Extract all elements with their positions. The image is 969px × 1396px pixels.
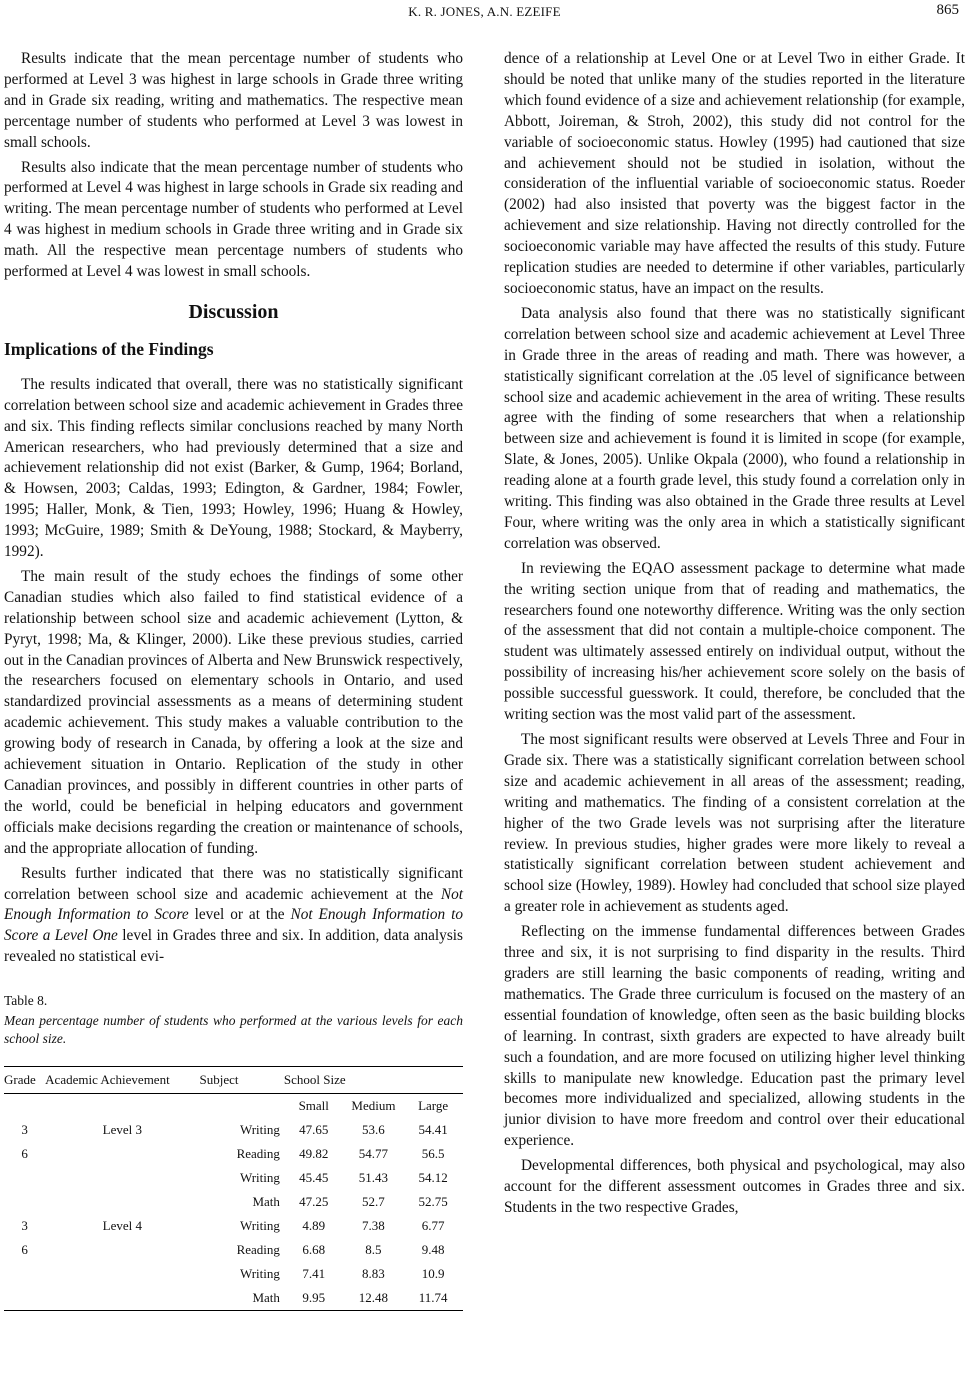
cell-medium: 12.48	[344, 1286, 404, 1311]
table-row	[4, 1166, 463, 1190]
cell-large: 11.74	[403, 1286, 463, 1311]
cell-small: 7.41	[302, 1265, 326, 1281]
size-subheader-row	[4, 1094, 463, 1119]
table-label: Table 8.	[4, 993, 48, 1009]
cell-large: 54.41	[418, 1121, 448, 1137]
cell-medium: 7.38	[362, 1217, 385, 1233]
paragraph-text: level or at the	[188, 906, 291, 924]
cell-subject: Writing	[239, 1121, 280, 1137]
cell-grade: 3	[21, 1217, 28, 1233]
paragraph: Developmental differences, both physical and psychological, may also account for the different assessment outcomes in Grades three and six. Students in the two respective Grades,	[504, 1157, 965, 1216]
paragraph: Results also indicate that the mean percentage number of students who performed at Level 4 was highest in large schools in Grade six reading and writing. The mean percentage number of students who performed at Level 4 was highest in medium schools in Grade three writing and in Grade six math. All the respective mean percentage numbers of students who performed at Level 4 was lowest in small schools.	[4, 158, 463, 281]
paragraph	[4, 864, 463, 969]
cell-level: Level 4	[102, 1217, 142, 1233]
cell-small: 4.89	[302, 1217, 326, 1233]
paragraph-text: level in Grades three and six. In addition, data analysis revealed no statistical evi-	[4, 927, 463, 966]
cell-small: 49.82	[299, 1145, 329, 1161]
table-row	[4, 1190, 463, 1214]
cell-subject: Writing	[239, 1217, 280, 1233]
table-row	[4, 1118, 463, 1142]
table-header-row	[4, 1067, 463, 1094]
cell-level	[45, 1142, 199, 1166]
paragraph: Reflecting on the immense fundamental differences between Grades three and six, it is not surprising to find disparity in the results. Third graders are still learning the basic components of reading, writing and mathematics. The Grade three curriculum is focused on the mastery of an essential foundation of knowledge, often seen as the basic building blocks of learning. In contrast, sixth graders are expected to have already built such a foundation, and are more focused on utilizing higher level thinking skills to manipulate new knowledge. Education past the primary level becomes more individualized and specialized, allowing students in the junior division to have more freedom and control over their educational experience.	[504, 923, 965, 1150]
cell-medium: 8.5	[365, 1241, 382, 1257]
cell-medium: 52.7	[362, 1193, 385, 1209]
cell-medium: 51.43	[358, 1169, 389, 1185]
cell-large: 10.9	[421, 1265, 445, 1281]
cell-subject: Math	[252, 1193, 280, 1209]
cell-grade	[4, 1286, 45, 1311]
header-school-size: School Size	[284, 1067, 463, 1094]
paragraph-text: Results further indicated that there was no statistically significant correlation between school size and academic achievement at the	[4, 864, 463, 903]
cell-grade	[4, 1190, 45, 1214]
page-number: 865	[936, 2, 959, 18]
paragraph: In reviewing the EQAO assessment package to determine what made the writing section unique from that of reading and mathematics, the researchers found one noteworthy difference. Writing was the only section of the assessment that did not contain a multiple-choice component. The student was ultimately assessed entirely on individual output, without the possibility of increasing his/her achievement score solely on the basis of possible successful guesswork. It could, therefore, be concluded that the writing section was the most valid part of the assessment.	[504, 559, 965, 724]
cell-subject: Reading	[236, 1241, 280, 1257]
cell-medium: 54.77	[358, 1145, 389, 1161]
cell-level	[45, 1190, 199, 1214]
cell-large: 56.5	[421, 1145, 445, 1161]
section-heading-discussion: Discussion	[188, 300, 279, 323]
cell-grade: 3	[21, 1121, 28, 1137]
cell-grade	[4, 1166, 45, 1190]
cell-level	[45, 1238, 199, 1262]
paragraph: Data analysis also found that there was no statistically significant correlation between school size and academic achievement at Level Three in Grade three in the areas of reading and math. There was however, a statistically significant correlation at the .05 level of significance between school size and academic achievement in the area of writing. These results agree with the finding of some researchers that when a relationship between size and achievement is found it is limited in scope (for example, Slate, & Jones, 2005). Unlike Okpala (2000), who found a relationship in reading alone at a fourth grade level, this study found a correlation only in writing. This finding was also obtained in the Grade three results at Level Four, where writing was the only area in which a statistically significant correlation was observed.	[504, 304, 965, 552]
cell-level	[45, 1262, 199, 1286]
cell-small: 47.65	[299, 1121, 329, 1137]
cell-small: 47.25	[299, 1193, 329, 1209]
cell-large: 6.77	[421, 1217, 445, 1233]
cell-small: 6.68	[302, 1241, 326, 1257]
results-table	[4, 1066, 463, 1311]
cell-small: 9.95	[284, 1286, 344, 1311]
header-medium: Medium	[351, 1097, 396, 1113]
cell-level: Level 3	[102, 1121, 142, 1137]
cell-level	[45, 1166, 199, 1190]
header-large: Large	[418, 1097, 449, 1113]
right-column	[504, 49, 965, 1219]
subsection-heading-implications: Implications of the Findings	[4, 338, 214, 359]
cell-grade	[4, 1262, 45, 1286]
cell-large: 9.48	[421, 1241, 445, 1257]
table-row	[4, 1262, 463, 1286]
cell-large: 54.12	[418, 1169, 448, 1185]
cell-subject: Writing	[239, 1265, 280, 1281]
paragraph: The main result of the study echoes the findings of some other Canadian studies which also failed to find statistical evidence of a relationship between school size and academic achievement (Lytton, & Pyryt, 1998; Ma, & Klinger, 2000). Like these previous studies, carried out in the Canadian provinces of Alberta and New Brunswick respectively, the researchers focused on elementary schools in Ontario, and used standardized provincial assessments as a means of determining student academic achievement. This study makes a valuable contribution to the growing body of research in Canada, by offering a look at the size and achievement situation in Ontario. Replication of the study in other Canadian provinces, and possibly in different countries in other parts of the world, could be beneficial in helping educators and government officials make decisions regarding the creation or maintenance of schools, and the appropriate allocation of funding.	[4, 567, 463, 857]
paragraph: The most significant results were observed at Levels Three and Four in Grade six. There was a statistically significant correlation between school size and academic achievement in all areas of the assessment; reading, writing and mathematics. The finding of a consistent correlation at the higher of the two Grade levels was not surprising after the literature review. In previous studies, higher grades were more likely to reveal a statistically significant correlation between student achievement and school size (Howley, 1989). Howley had concluded that school size played a greater role in achievement as students aged.	[504, 731, 965, 916]
header-subject: Subject	[200, 1067, 284, 1094]
header-academic-achievement: Academic Achievement	[45, 1067, 199, 1094]
cell-subject: Reading	[236, 1145, 280, 1161]
cell-medium: 53.6	[362, 1121, 385, 1137]
cell-subject: Math	[200, 1286, 284, 1311]
header-small: Small	[298, 1097, 329, 1113]
table-row	[4, 1238, 463, 1262]
cell-large: 52.75	[418, 1193, 448, 1209]
paragraph: Results indicate that the mean percentage number of students who performed at Level 3 was highest in large schools in Grade three writing and in Grade six reading, writing and mathematics. The respective mean percentage number of students who performed at Level 3 was lowest in small schools.	[4, 50, 463, 151]
cell-grade: 6	[21, 1241, 28, 1257]
table-caption: Mean percentage number of students who performed at the various levels for each school size.	[4, 1013, 463, 1047]
cell-grade: 6	[21, 1145, 28, 1161]
cell-subject: Writing	[239, 1169, 280, 1185]
table-row	[4, 1214, 463, 1238]
left-column	[4, 49, 463, 1311]
header-grade: Grade	[4, 1067, 45, 1094]
running-header-authors: K. R. JONES, A.N. EZEIFE	[408, 4, 561, 19]
cell-level	[45, 1286, 199, 1311]
table-row	[4, 1142, 463, 1166]
paragraph: The results indicated that overall, there was no statistically significant correlation between school size and academic achievement in Grades three and six. This finding reflects similar conclusions reached by many North American researchers, who had previously determined that a size and achievement relationship did not exist (Barker, & Gump, 1964; Borland, & Howsen, 2003; Caldas, 1993; Edington, & Gardner, 1984; Fowler, 1995; Haller, Monk, & Tien, 1993; Howley, 1996; Huang & Howley, 1993; McGuire, 1989; Smith & DeYoung, 1988; Stockard, & Mayberry, 1992).	[4, 375, 463, 561]
table-row	[4, 1286, 463, 1311]
italic-term: Not Enough Information to Score	[4, 885, 463, 924]
cell-medium: 8.83	[362, 1265, 385, 1281]
paragraph: dence of a relationship at Level One or at Level Two in either Grade. It should be noted that unlike many of the studies reported in the literature which found evidence of a size and achievement relationship (for example, Abbott, Joireman, & Stroh, 2002), this study did not control for the variable of socioeconomic status. Howley (1995) had cautioned that size and achievement should not be studied in isolation, without the consideration of the influential variable of socioeconomic status. Roeder (2002) had also insisted that poverty was the biggest factor in the achievement and size relationship. Having not directly controlled for the socioeconomic variable may have affected the results of this study. Future replication studies are needed to determine if other variables, particularly socioeconomic status, have an impact on the results.	[504, 50, 965, 297]
italic-term: Not Enough Information to Score a Level One	[4, 906, 463, 945]
cell-small: 45.45	[299, 1169, 329, 1185]
